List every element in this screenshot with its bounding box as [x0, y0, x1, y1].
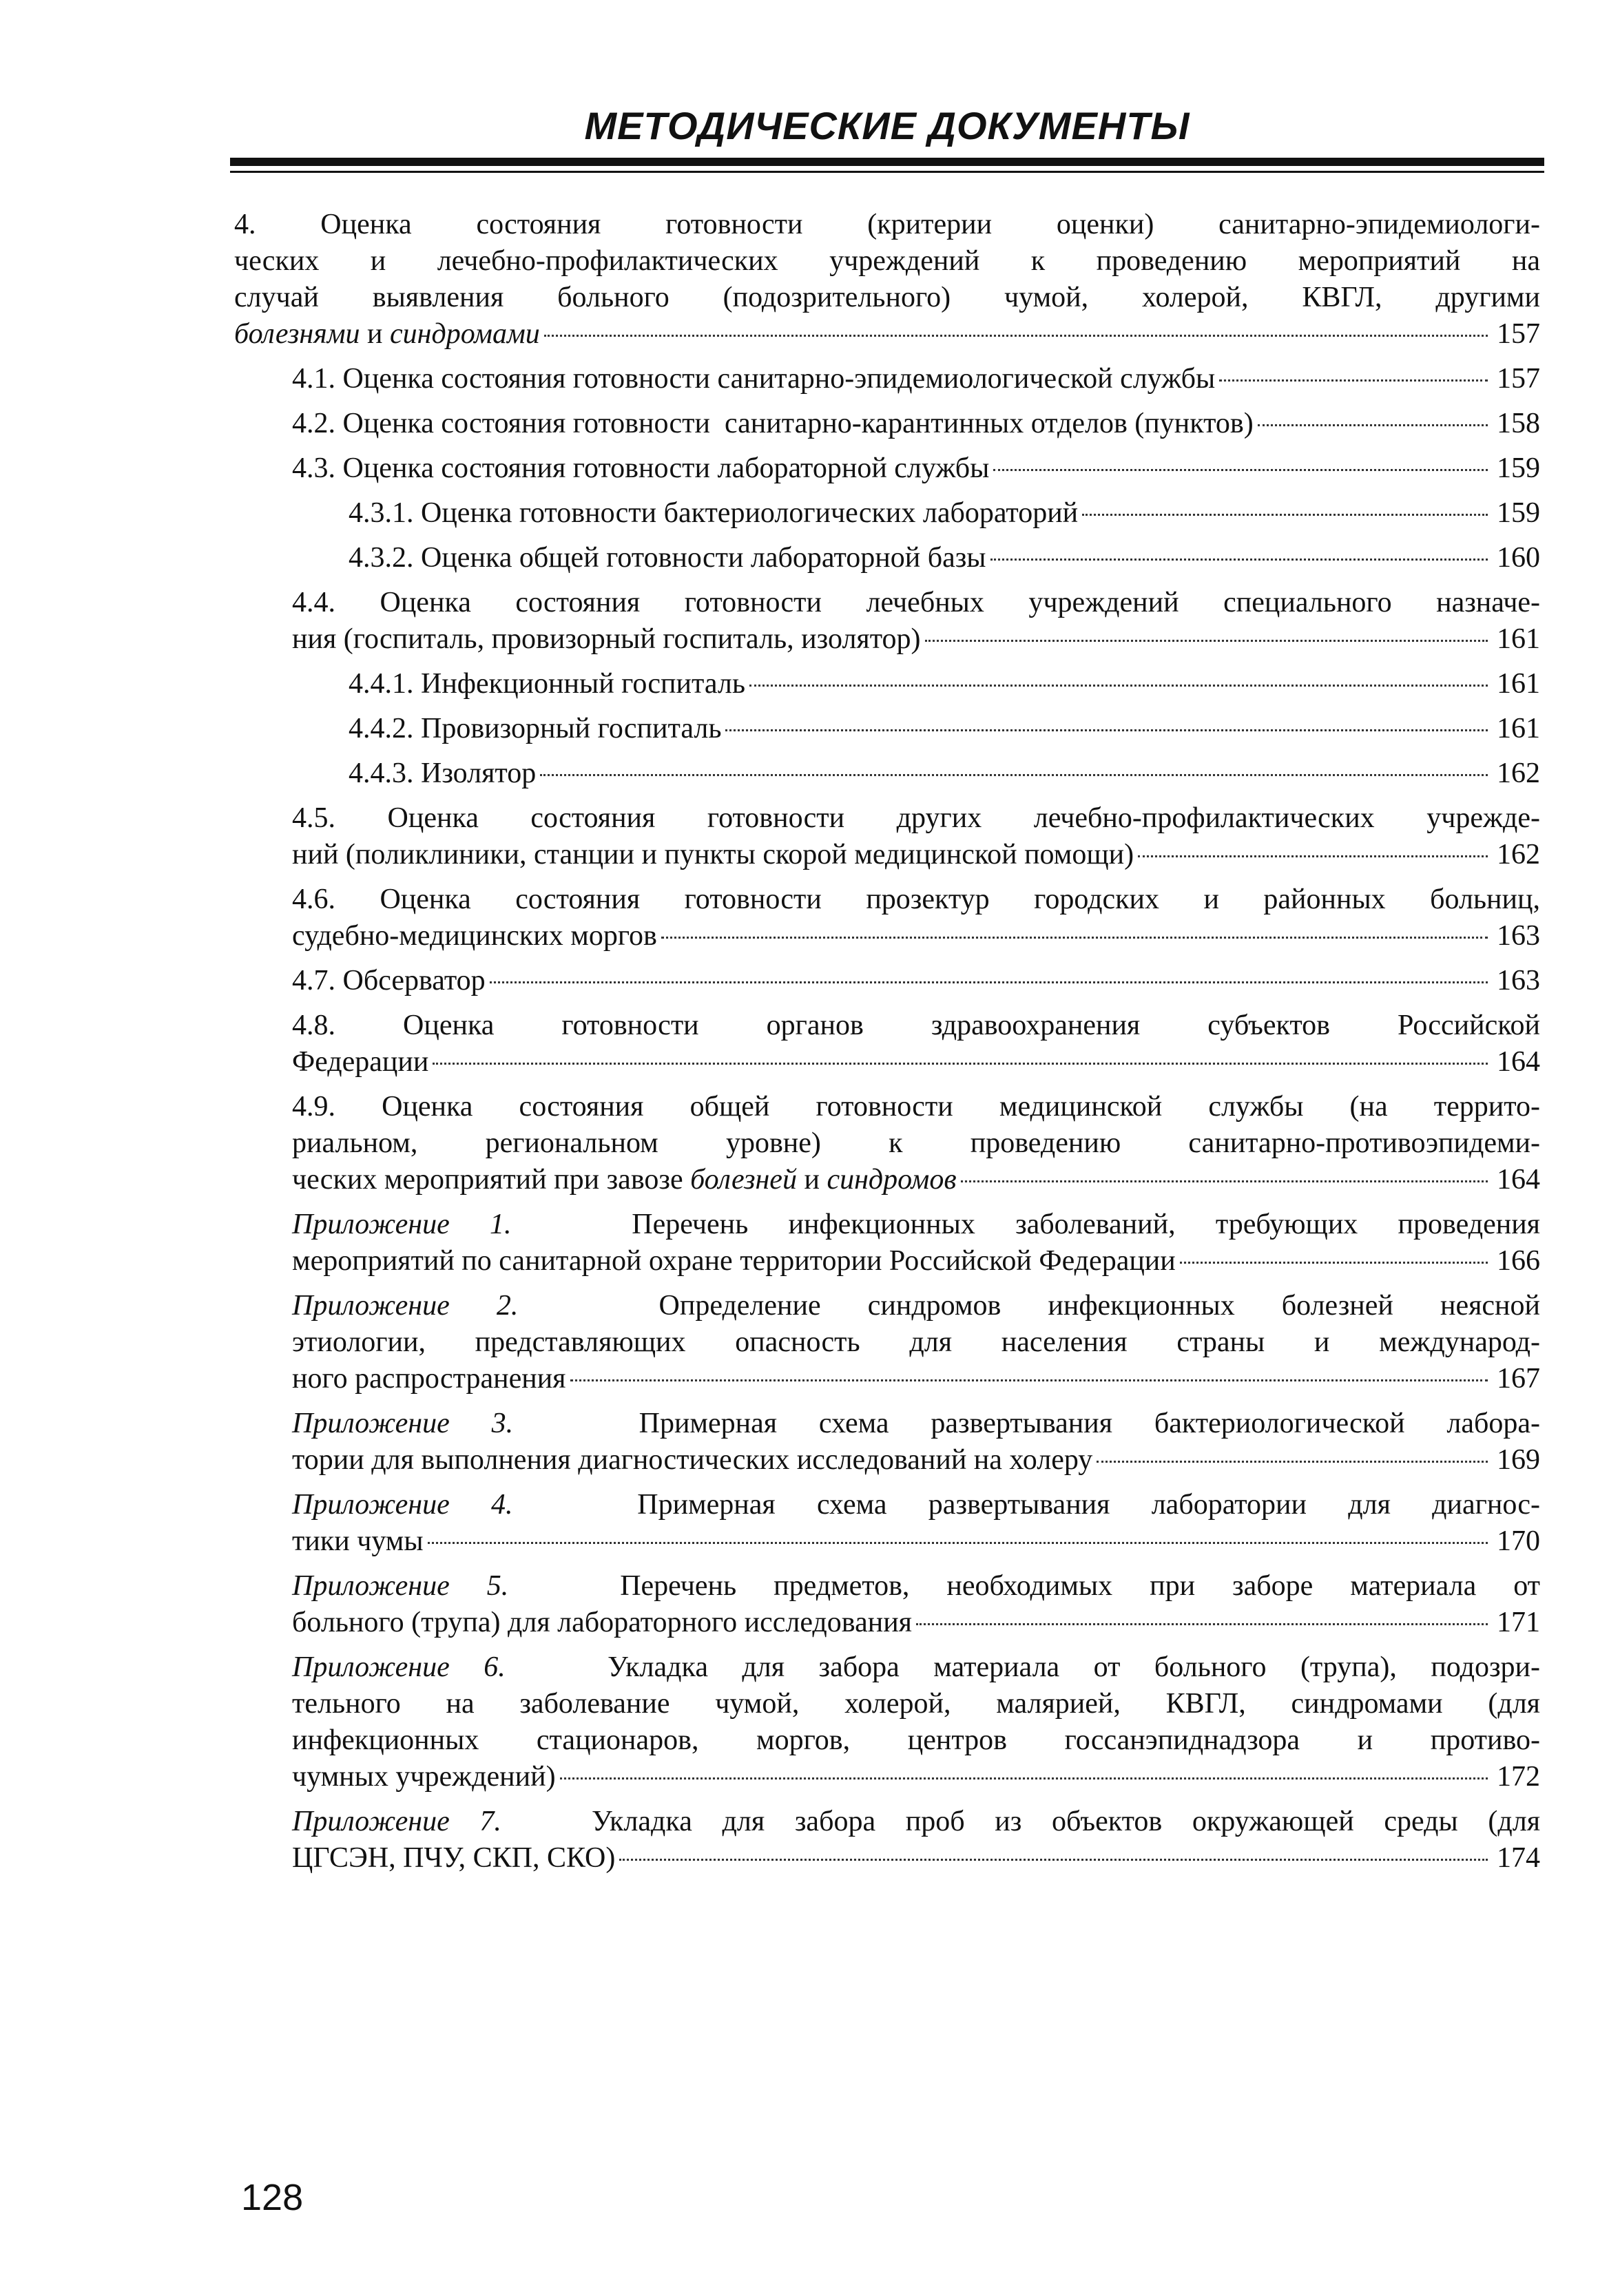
toc-entry-title: 4.4.3. Изолятор: [349, 758, 537, 789]
dot-leader: [1082, 514, 1488, 516]
toc-page-number: 171: [1497, 1607, 1540, 1638]
dot-leader: [749, 685, 1488, 687]
toc-entry-text: тельного на заболевание чумой, холерой, малярией, КВГЛ, синдромами (для: [292, 1688, 1540, 1720]
toc-entry-last-line: [292, 1759, 1540, 1795]
toc-entry-title: 4.4.1. Инфекционный госпиталь: [349, 668, 745, 700]
appendix-label: Приложение 3.: [292, 1408, 514, 1439]
toc-page-number: 159: [1497, 452, 1540, 484]
appendix-label: Приложение 4.: [292, 1489, 513, 1521]
toc-entry: [234, 1207, 1540, 1280]
toc-entry-title: болезнями и синдромами: [234, 318, 540, 350]
dot-leader: [993, 469, 1488, 471]
toc-page-number: 158: [1497, 408, 1540, 439]
toc-entry-last-line: [292, 1840, 1540, 1877]
toc-page-number: 162: [1497, 758, 1540, 789]
toc-entry-title: судебно-медицинских моргов: [292, 920, 657, 952]
dot-leader: [1180, 1262, 1488, 1264]
toc-entry: [234, 755, 1540, 792]
toc-entry-title: больного (трупа) для лабораторного исследования: [292, 1607, 912, 1638]
toc-entry: [234, 800, 1540, 873]
toc-entry-last-line: [349, 666, 1540, 702]
toc-page-number: 159: [1497, 497, 1540, 529]
appendix-label: Приложение 2.: [292, 1290, 519, 1322]
toc-entry-title: 4.3.1. Оценка готовности бактериологических лабораторий: [349, 497, 1079, 529]
toc-entry-text: Перечень предметов, необходимых при заборе материала от: [620, 1570, 1540, 1602]
toc-entry: [234, 881, 1540, 954]
dot-leader: [1097, 1461, 1488, 1463]
toc-entry-last-line: [292, 1523, 1540, 1560]
toc-page-number: 164: [1497, 1046, 1540, 1078]
toc-page-number: 164: [1497, 1164, 1540, 1196]
toc-entry-title: ческих мероприятий при завозе болезней и синдромов: [292, 1164, 957, 1196]
toc-entry-text: Примерная схема развертывания бактериологической лабора-: [639, 1408, 1540, 1439]
toc-entry-last-line: [292, 1243, 1540, 1280]
toc-entry-text: 4.5. Оценка состояния готовности других лечебно-профилактических учрежде-: [292, 802, 1540, 834]
toc-entry-line: [292, 1008, 1540, 1044]
toc-entry: [234, 1487, 1540, 1560]
dot-leader: [725, 729, 1488, 731]
dot-leader: [1138, 855, 1488, 857]
toc-entry-text: ческих и лечебно-профилактических учреждений к проведению мероприятий на: [234, 245, 1540, 277]
toc-page-number: 163: [1497, 920, 1540, 952]
toc-entry-line: [292, 1125, 1540, 1162]
toc-entry-text: 4.4. Оценка состояния готовности лечебных учреждений специального назначе-: [292, 587, 1540, 618]
toc-page-number: 161: [1497, 713, 1540, 744]
toc-entry: [234, 666, 1540, 702]
toc-entry-line: [292, 1207, 1540, 1243]
toc-entry-text: 4.6. Оценка состояния готовности прозектур городских и районных больниц,: [292, 884, 1540, 915]
dot-leader: [540, 774, 1488, 776]
toc-page-number: 157: [1497, 363, 1540, 395]
dot-leader: [1219, 379, 1488, 382]
toc-entry-line: [292, 1089, 1540, 1125]
toc-entry-text: инфекционных стационаров, моргов, центров госсанэпиднадзора и противо-: [292, 1724, 1540, 1756]
dot-leader: [1258, 424, 1488, 426]
toc-entry: [234, 207, 1540, 353]
page-number: 128: [241, 2177, 304, 2218]
toc-entry-text: риальном, региональном уровне) к проведению санитарно-противоэпидеми-: [292, 1127, 1540, 1159]
toc-entry-text: 4.8. Оценка готовности органов здравоохранения субъектов Российской: [292, 1010, 1540, 1041]
toc-entry-last-line: [349, 755, 1540, 792]
toc-entry: [234, 1089, 1540, 1198]
toc-entry-title: ния (госпиталь, провизорный госпиталь, изолятор): [292, 623, 921, 655]
toc-entry-last-line: [349, 711, 1540, 747]
toc-entry-text: Примерная схема развертывания лаборатории для диагнос-: [637, 1489, 1540, 1521]
toc-entry-last-line: [292, 1605, 1540, 1641]
toc-entry-last-line: [292, 963, 1540, 999]
toc-entry-title: 4.1. Оценка состояния готовности санитарно-эпидемиологической службы: [292, 363, 1216, 395]
toc-entry-last-line: [292, 918, 1540, 954]
toc-entry: [234, 361, 1540, 397]
toc-entry-last-line: [292, 450, 1540, 487]
toc-entry-title: 4.3.2. Оценка общей готовности лабораторной базы: [349, 542, 986, 574]
toc-entry-text: этиологии, представляющих опасность для населения страны и международ-: [292, 1326, 1540, 1358]
toc-page-number: 163: [1497, 965, 1540, 996]
toc-entry: [234, 495, 1540, 532]
toc-entry-last-line: [292, 621, 1540, 658]
toc-entry-last-line: [292, 1442, 1540, 1479]
toc-entry-title: Федерации: [292, 1046, 429, 1078]
toc-entry-text: 4. Оценка состояния готовности (критерии оценки) санитарно-эпидемиологи-: [234, 209, 1540, 240]
dot-leader: [916, 1623, 1488, 1625]
toc-entry: [234, 1568, 1540, 1641]
toc-entry: [234, 711, 1540, 747]
toc-entry-line: [292, 1324, 1540, 1361]
toc-entry-title: тории для выполнения диагностических исследований на холеру: [292, 1444, 1093, 1476]
appendix-label: Приложение 1.: [292, 1209, 512, 1240]
running-header: МЕТОДИЧЕСКИЕ ДОКУМЕНТЫ: [584, 104, 1190, 147]
toc-entry-last-line: [292, 837, 1540, 873]
toc-entry-title: тики чумы: [292, 1525, 424, 1557]
toc-entry: [234, 540, 1540, 576]
toc-entry-title: 4.4.2. Провизорный госпиталь: [349, 713, 722, 744]
toc-page-number: 167: [1497, 1363, 1540, 1395]
toc-page-number: 160: [1497, 542, 1540, 574]
dot-leader: [544, 335, 1488, 337]
toc-entry: [234, 406, 1540, 442]
toc-entry-line: [292, 585, 1540, 621]
toc-entry-last-line: [292, 1044, 1540, 1081]
toc-entry-last-line: [349, 540, 1540, 576]
toc-entry-line: [292, 1649, 1540, 1686]
toc-page-number: 157: [1497, 318, 1540, 350]
dot-leader: [961, 1180, 1488, 1182]
toc-entry-line: [292, 1288, 1540, 1324]
toc-entry-text: Укладка для забора проб из объектов окружающей среды (для: [592, 1806, 1541, 1837]
toc-entry-title: ЦГСЭН, ПЧУ, СКП, СКО): [292, 1842, 616, 1874]
toc-entry-last-line: [349, 495, 1540, 532]
toc-entry: [234, 963, 1540, 999]
header-rule-thin: [230, 171, 1544, 173]
dot-leader: [428, 1542, 1488, 1544]
toc-entry-line: [292, 1722, 1540, 1759]
dot-leader: [619, 1859, 1488, 1861]
dot-leader: [990, 559, 1488, 561]
toc-entry-last-line: [292, 361, 1540, 397]
toc-entry-text: Определение синдромов инфекционных болезней неясной: [658, 1290, 1540, 1322]
toc-entry-title: чумных учреждений): [292, 1761, 556, 1793]
toc-page-number: 170: [1497, 1525, 1540, 1557]
toc-entry: [234, 450, 1540, 487]
toc-entry-title: ний (поликлиники, станции и пункты скорой медицинской помощи): [292, 839, 1134, 870]
toc-entry-line: [292, 1406, 1540, 1442]
toc-entry-line: [292, 800, 1540, 837]
toc-page-number: 161: [1497, 668, 1540, 700]
toc-entry: [234, 1649, 1540, 1795]
appendix-label: Приложение 6.: [292, 1651, 506, 1683]
toc-entry-line: [234, 207, 1540, 243]
dot-leader: [925, 640, 1488, 642]
dot-leader: [661, 937, 1488, 939]
toc-entry-line: [234, 243, 1540, 280]
toc-entry-text: случай выявления больного (подозрительного) чумой, холерой, КВГЛ, другими: [234, 282, 1540, 313]
toc-entry: [234, 1008, 1540, 1081]
toc-entry-line: [292, 1568, 1540, 1605]
appendix-label: Приложение 7.: [292, 1806, 501, 1837]
toc-page-number: 169: [1497, 1444, 1540, 1476]
dot-leader: [570, 1379, 1488, 1381]
toc-page-number: 162: [1497, 839, 1540, 870]
toc-entry-title: 4.7. Обсерватор: [292, 965, 486, 996]
dot-leader: [490, 981, 1488, 983]
toc-page-number: 161: [1497, 623, 1540, 655]
toc-page-number: 174: [1497, 1842, 1540, 1874]
toc-entry-last-line: [292, 1361, 1540, 1397]
toc-page-number: 172: [1497, 1761, 1540, 1793]
toc-entry-line: [234, 280, 1540, 316]
toc-entry-last-line: [292, 406, 1540, 442]
toc-entry-title: 4.2. Оценка состояния готовности санитарно-карантинных отделов (пунктов): [292, 408, 1254, 439]
dot-leader: [560, 1777, 1488, 1780]
toc-entry-line: [292, 881, 1540, 918]
appendix-label: Приложение 5.: [292, 1570, 509, 1602]
toc-entry: [234, 585, 1540, 658]
toc-entry-last-line: [234, 316, 1540, 353]
toc-entry: [234, 1288, 1540, 1397]
toc-entry-text: Перечень инфекционных заболеваний, требующих проведения: [632, 1209, 1540, 1240]
toc-entry-title: ного распространения: [292, 1363, 566, 1395]
toc-entry-text: Укладка для забора материала от больного (трупа), подозри-: [608, 1651, 1541, 1683]
toc-page-number: 166: [1497, 1245, 1540, 1277]
toc-entry-title: мероприятий по санитарной охране территории Российской Федерации: [292, 1245, 1176, 1277]
table-of-contents: [234, 207, 1540, 1885]
toc-entry-text: 4.9. Оценка состояния общей готовности медицинской службы (на террито-: [292, 1091, 1540, 1123]
toc-entry: [234, 1804, 1540, 1877]
dot-leader: [433, 1063, 1488, 1065]
header-rule: [230, 158, 1544, 166]
toc-entry-line: [292, 1487, 1540, 1523]
toc-entry-line: [292, 1804, 1540, 1840]
toc-entry-title: 4.3. Оценка состояния готовности лабораторной службы: [292, 452, 990, 484]
toc-entry: [234, 1406, 1540, 1479]
toc-entry-last-line: [292, 1162, 1540, 1198]
toc-entry-line: [292, 1686, 1540, 1722]
